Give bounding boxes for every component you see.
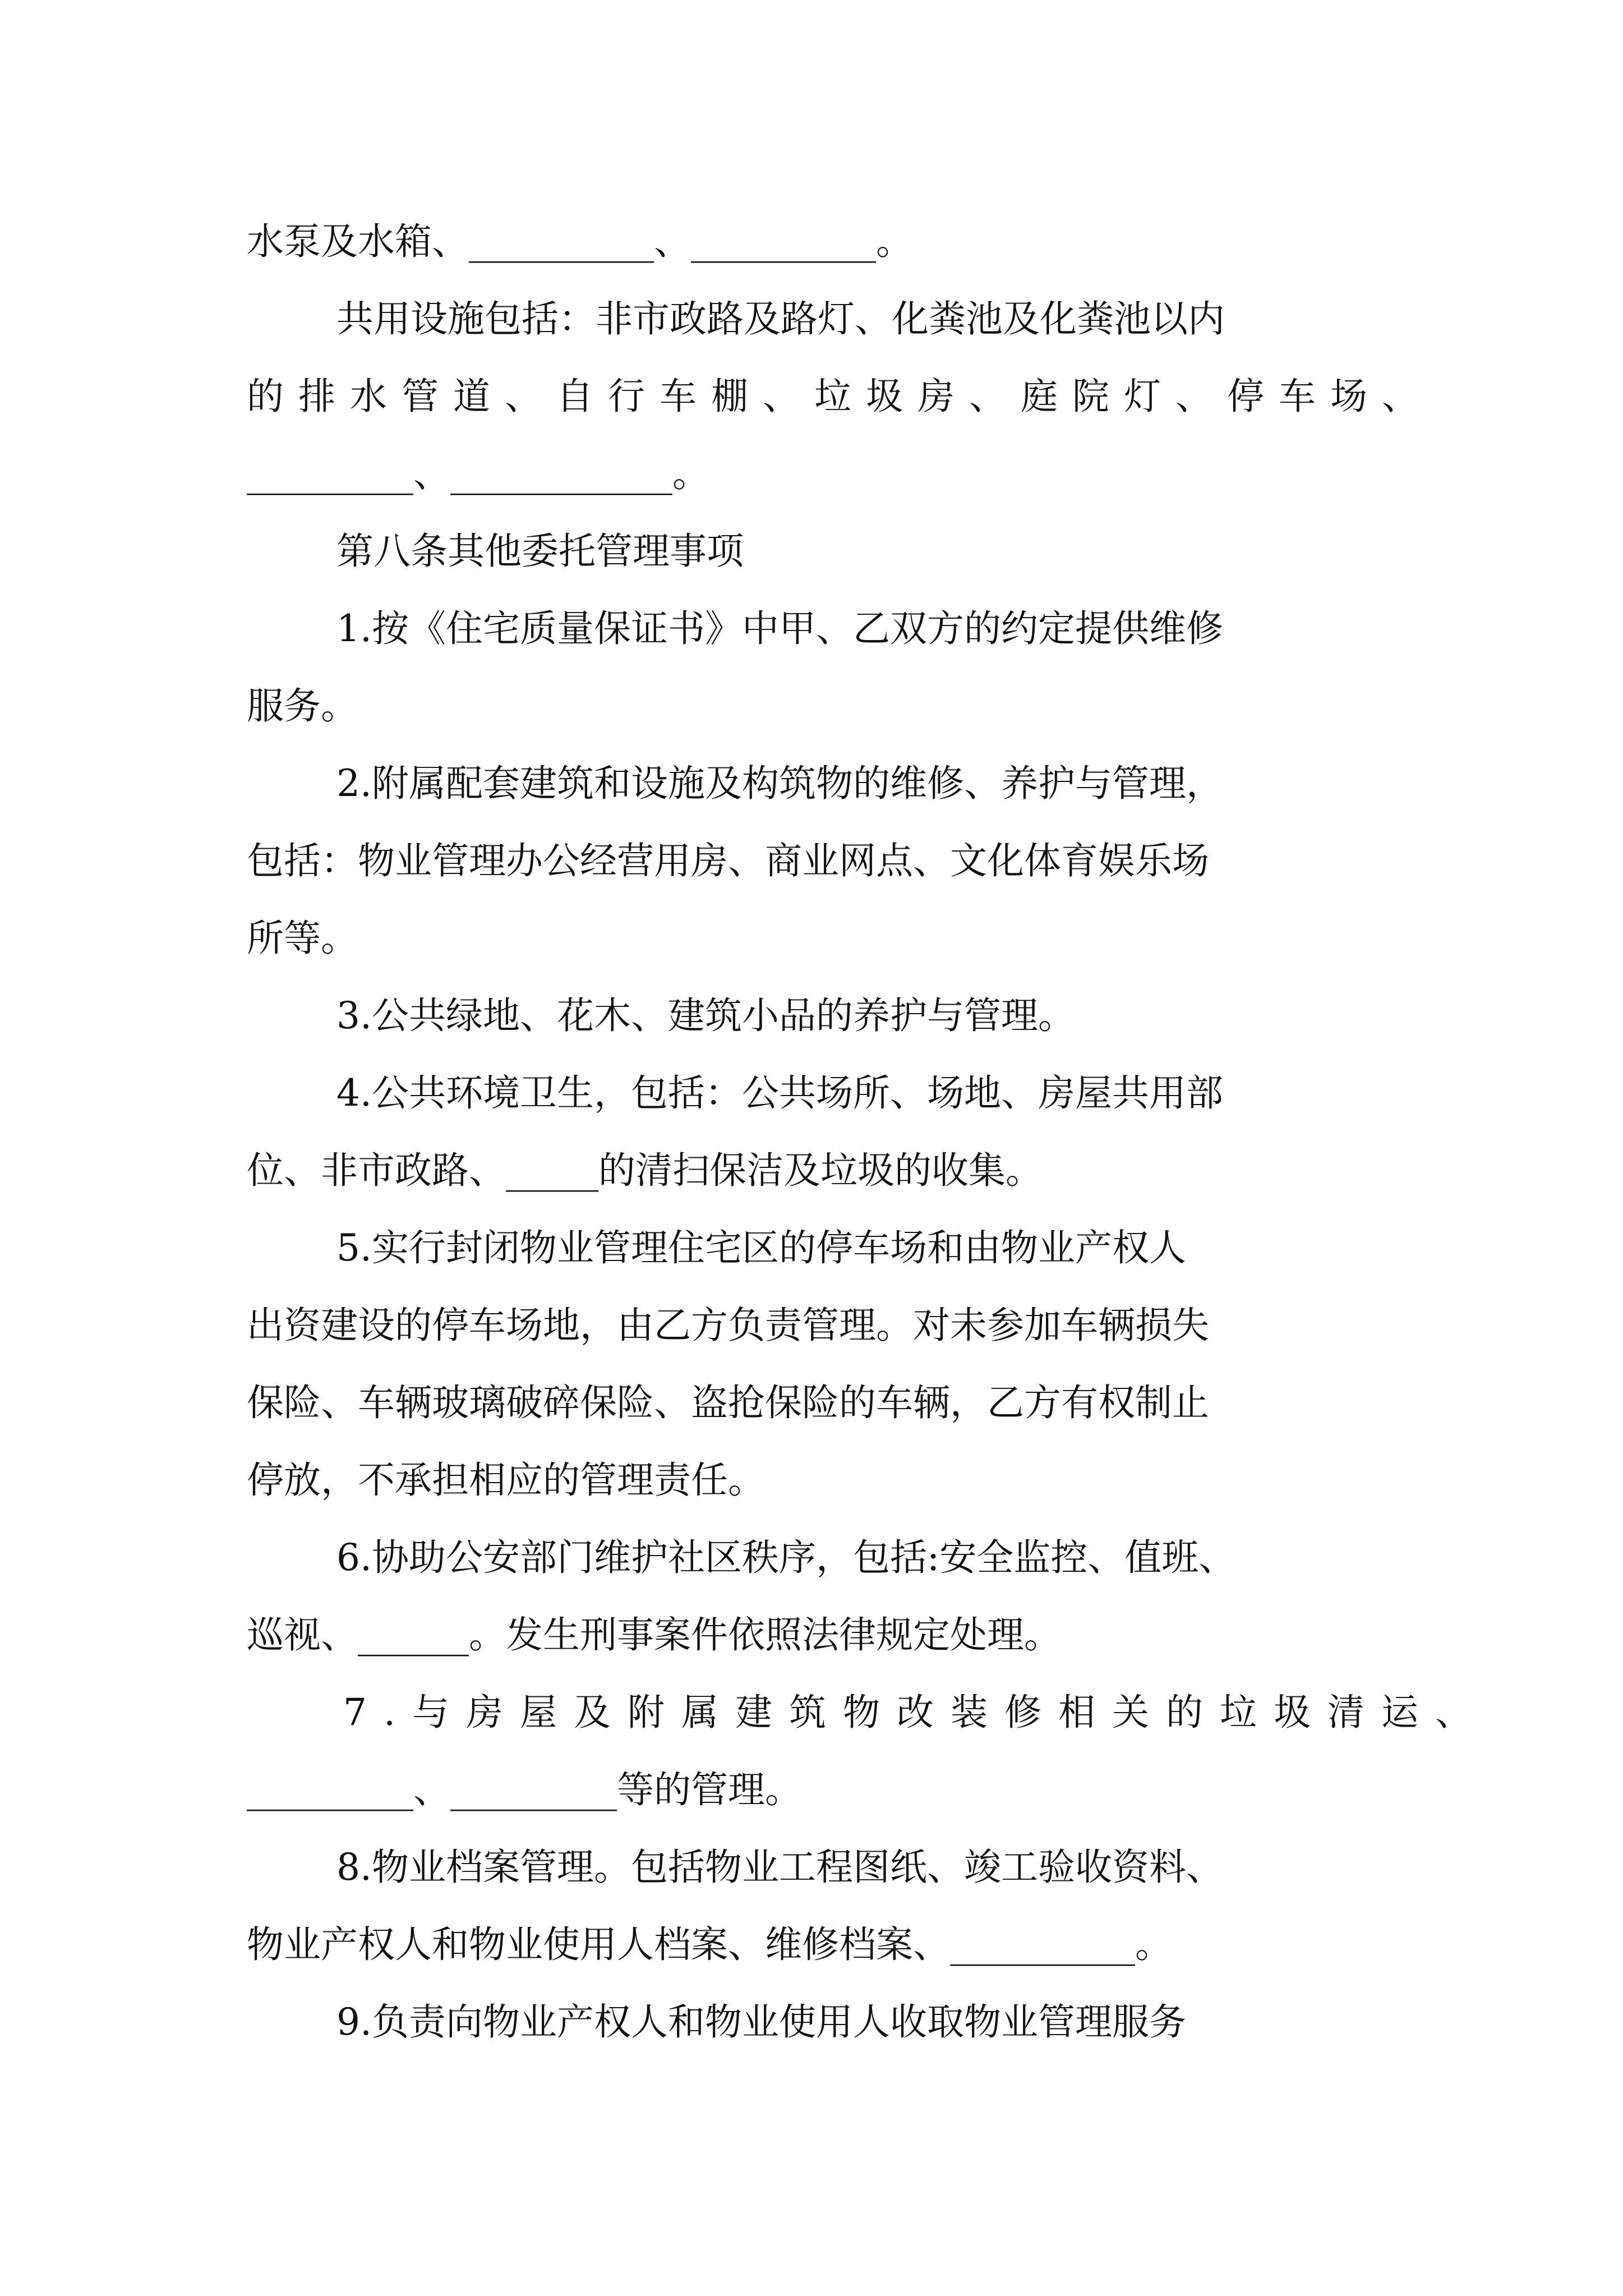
text-line: 物业产权人和物业使用人档案、维修档案、__________。 [247, 1923, 1172, 1966]
text-line: 所等。 [247, 917, 358, 960]
text-line: 4.公共环境卫生，包括：公共场所、场地、房屋共用部 [336, 1071, 1223, 1115]
text-line: 共用设施包括：非市政路及路灯、化粪池及化粪池以内 [336, 297, 1225, 341]
text-line: 服务。 [247, 684, 358, 728]
text-line: 5.实行封闭物业管理住宅区的停车场和由物业产权人 [336, 1226, 1186, 1269]
text-line: 位、非市政路、_____的清扫保洁及垃圾的收集。 [247, 1149, 1043, 1192]
text-line: 巡视、______。发生刑事案件依照法律规定处理。 [247, 1613, 1061, 1657]
text-line: 6.协助公安部门维护社区秩序，包括:安全监控、值班、 [336, 1536, 1236, 1579]
text-line: 8.物业档案管理。包括物业工程图纸、竣工验收资料、 [336, 1846, 1223, 1889]
text-line: 包括：物业管理办公经营用房、商业网点、文化体育娱乐场 [247, 839, 1209, 882]
text-line: 1.按《住宅质量保证书》中甲、乙双方的约定提供维修 [336, 607, 1223, 650]
text-line: 3.公共绿地、花木、建筑小品的养护与管理。 [336, 994, 1075, 1037]
section-heading: 第八条其他委托管理事项 [336, 530, 744, 573]
text-line: _________、____________。 [247, 452, 709, 495]
text-line: 出资建设的停车场地，由乙方负责管理。对未参加车辆损失 [247, 1304, 1209, 1347]
text-line: 7.与房屋及附属建筑物改装修相关的垃圾清运、 [343, 1691, 1489, 1734]
text-line: 的排水管道、自行车棚、垃圾房、庭院灯、停车场、 [247, 375, 1433, 418]
text-line: 保险、车辆玻璃破碎保险、盗抢保险的车辆，乙方有权制止 [247, 1381, 1209, 1424]
text-line: 2.附属配套建筑和设施及构筑物的维修、养护与管理， [336, 762, 1223, 805]
text-line: _________、_________等的管理。 [247, 1768, 802, 1811]
text-line: 9.负责向物业产权人和物业使用人收取物业管理服务 [336, 2000, 1186, 2044]
text-line: 水泵及水箱、__________、__________。 [247, 220, 913, 263]
text-line: 停放，不承担相应的管理责任。 [247, 1458, 765, 1502]
